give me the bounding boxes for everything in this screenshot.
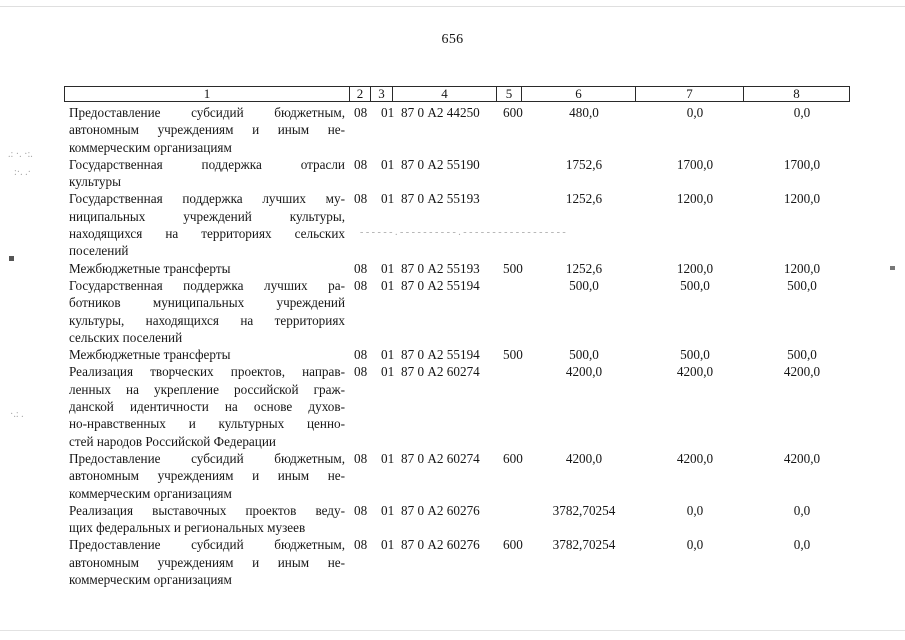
description-line: поселений: [69, 243, 129, 259]
section-code: 08: [354, 347, 368, 363]
table-row: [0, 450, 905, 502]
amount-col-7: 500,0: [680, 277, 710, 293]
description-line: Межбюджетные трансферты: [69, 260, 231, 276]
section-code: 08: [354, 105, 368, 120]
row-description: [69, 156, 345, 191]
description-line: данской идентичности на основе духов-: [69, 399, 345, 415]
subsection-code: 01: [381, 502, 395, 518]
amount-col-6: 1752,6: [565, 156, 603, 172]
subsection-code: 01: [381, 191, 395, 207]
amount-col-8: 1200,0: [783, 191, 821, 207]
row-description: [69, 450, 345, 502]
row-description: [69, 260, 345, 277]
section-code: 08: [354, 364, 368, 380]
header-col-7: 7: [636, 87, 744, 102]
table-row: [0, 502, 905, 537]
amount-col-8: 1200,0: [783, 260, 821, 276]
section-code: 08: [354, 260, 368, 276]
target-article: 87 0 А2 60274: [401, 450, 480, 466]
section-code: 08: [354, 191, 368, 207]
description-line: Предоставление субсидий бюджетным,: [69, 537, 345, 553]
target-article: 87 0 А2 55190: [401, 156, 480, 172]
header-col-5: 5: [497, 87, 522, 102]
description-line: культуры: [69, 174, 121, 190]
target-article: 87 0 А2 44250: [401, 105, 480, 120]
target-article: 87 0 А2 55194: [401, 347, 480, 363]
row-description: [69, 346, 345, 363]
row-description: [69, 277, 345, 346]
description-line: Государственная поддержка лучших ра-: [69, 277, 345, 293]
description-line: щих федеральных и региональных музеев: [69, 520, 306, 536]
scan-speckle-left-1: .: ·. ·:.: [8, 149, 33, 160]
row-description: [69, 536, 345, 588]
header-col-2: 2: [350, 87, 371, 102]
description-line: ниципальных учреждений культуры,: [69, 208, 345, 224]
description-line: Предоставление субсидий бюджетным,: [69, 450, 345, 466]
subsection-code: 01: [381, 364, 395, 380]
description-line: коммерческим организациям: [69, 572, 232, 588]
description-line: но-нравственных и культурных ценно-: [69, 416, 345, 432]
amount-col-7: 1200,0: [676, 260, 714, 276]
amount-col-7: 1200,0: [676, 191, 714, 207]
amount-col-6: 4200,0: [565, 450, 603, 466]
row-description: [69, 502, 345, 537]
header-col-6: 6: [522, 87, 636, 102]
subsection-code: 01: [381, 537, 395, 553]
amount-col-7: 0,0: [686, 502, 704, 518]
table-row: [0, 156, 905, 191]
subsection-code: 01: [381, 450, 395, 466]
scan-speckle-left-3: ·.: .: [10, 409, 24, 420]
amount-col-8: 4200,0: [783, 450, 821, 466]
amount-col-6: 1252,6: [565, 260, 603, 276]
subsection-code: 01: [381, 105, 395, 120]
amount-col-7: 500,0: [680, 347, 710, 363]
row-description: [69, 363, 345, 449]
target-article: 87 0 А2 55194: [401, 277, 480, 293]
scan-edge-top: [0, 6, 905, 7]
section-code: 08: [354, 277, 368, 293]
target-article: 87 0 А2 55193: [401, 260, 480, 276]
amount-col-8: 0,0: [793, 105, 811, 120]
expense-type: 600: [503, 105, 523, 120]
amount-col-7: 4200,0: [676, 450, 714, 466]
subsection-code: 01: [381, 260, 395, 276]
section-code: 08: [354, 537, 368, 553]
table-row: [0, 536, 905, 588]
amount-col-6: 4200,0: [565, 364, 603, 380]
description-line: Реализация выставочных проектов веду-: [69, 502, 345, 518]
description-line: автономным учреждениям и иным не-: [69, 468, 345, 484]
target-article: 87 0 А2 60276: [401, 502, 480, 518]
subsection-code: 01: [381, 156, 395, 172]
description-line: находящихся на территориях сельских: [69, 226, 345, 242]
subsection-code: 01: [381, 347, 395, 363]
description-line: стей народов Российской Федерации: [69, 433, 276, 449]
description-line: автономным учреждениям и иным не-: [69, 122, 345, 138]
table-row: [0, 363, 905, 450]
expense-type: 600: [503, 450, 523, 466]
description-line: автономным учреждениям и иным не-: [69, 554, 345, 570]
scan-speckle-left-2: :·. .·: [14, 167, 31, 178]
amount-col-6: 1252,6: [565, 191, 603, 207]
description-line: Государственная поддержка лучших му-: [69, 191, 345, 207]
amount-col-8: 1700,0: [783, 156, 821, 172]
amount-col-7: 4200,0: [676, 364, 714, 380]
amount-col-8: 0,0: [793, 537, 811, 553]
description-line: культуры, находящихся на территориях: [69, 312, 345, 328]
target-article: 87 0 А2 55193: [401, 191, 480, 207]
page-number: 656: [441, 32, 464, 47]
table-row: [0, 260, 905, 277]
amount-col-7: 1700,0: [676, 156, 714, 172]
description-line: Государственная поддержка отрасли: [69, 156, 345, 172]
amount-col-6: 500,0: [569, 277, 599, 293]
description-line: коммерческим организациям: [69, 139, 232, 155]
row-description: [69, 190, 345, 259]
header-col-1: 1: [65, 87, 350, 102]
header-col-8: 8: [744, 87, 850, 102]
description-line: Межбюджетные трансферты: [69, 347, 231, 363]
expense-type: 500: [503, 347, 523, 363]
description-line: сельских поселений: [69, 329, 183, 345]
amount-col-8: 500,0: [787, 347, 817, 363]
description-line: ботников муниципальных учреждений: [69, 295, 345, 311]
section-code: 08: [354, 156, 368, 172]
description-line: Реализация творческих проектов, направ-: [69, 364, 345, 380]
amount-col-8: 0,0: [793, 502, 811, 518]
description-line: ленных на укрепление российской граж-: [69, 381, 345, 397]
expense-type: 500: [503, 260, 523, 276]
expense-type: 600: [503, 537, 523, 553]
amount-col-6: 3782,70254: [552, 502, 616, 518]
description-line: Предоставление субсидий бюджетным,: [69, 105, 345, 120]
amount-col-6: 480,0: [569, 105, 599, 120]
amount-col-6: 500,0: [569, 347, 599, 363]
description-line: коммерческим организациям: [69, 485, 232, 501]
table-row: [0, 190, 905, 259]
scan-speckle-mid: - - - - - - . - - - - - - - - - - . - - - - - - - - - - - - - - - - - -: [360, 227, 566, 238]
table-body: [0, 104, 905, 588]
amount-col-6: 3782,70254: [552, 537, 616, 553]
amount-col-8: 4200,0: [783, 364, 821, 380]
scan-edge-bottom: [0, 630, 905, 631]
target-article: 87 0 А2 60276: [401, 537, 480, 553]
amount-col-8: 500,0: [787, 277, 817, 293]
target-article: 87 0 А2 60274: [401, 364, 480, 380]
table-row: [0, 277, 905, 346]
subsection-code: 01: [381, 277, 395, 293]
amount-col-7: 0,0: [686, 537, 704, 553]
amount-col-7: 0,0: [686, 105, 704, 120]
table-row: [0, 104, 905, 156]
header-col-4: 4: [393, 87, 497, 102]
section-code: 08: [354, 450, 368, 466]
row-description: [69, 104, 345, 156]
table-header: [64, 86, 850, 102]
header-col-3: 3: [371, 87, 393, 102]
table-row: [0, 346, 905, 363]
section-code: 08: [354, 502, 368, 518]
